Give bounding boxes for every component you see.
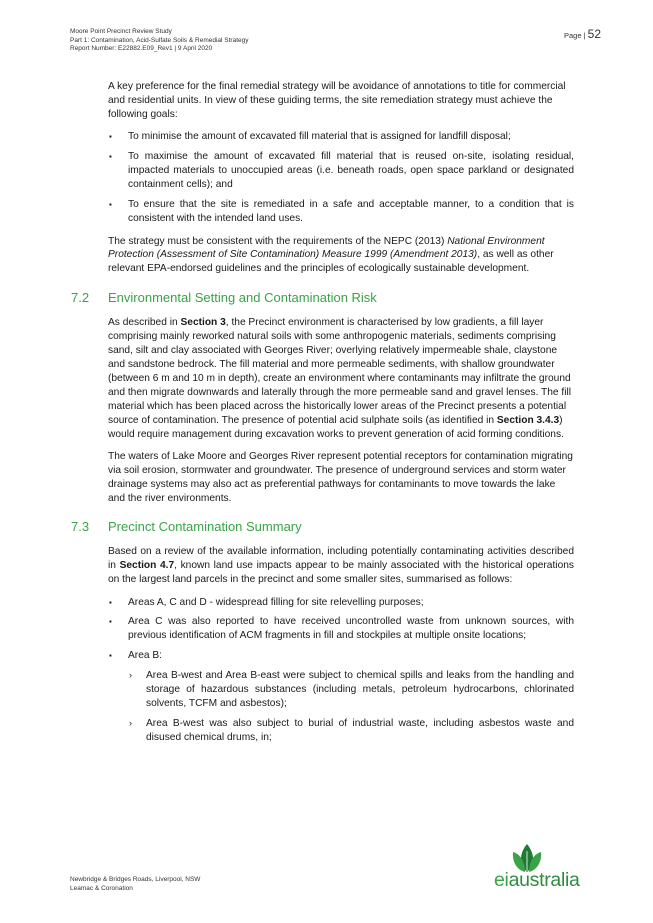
section-number: 7.2 (71, 290, 90, 306)
header-study-title: Moore Point Precinct Review Study (70, 28, 172, 35)
page-content (71, 80, 574, 754)
intro-paragraph: A key preference for the final remedial strategy will be avoidance of annotations to title for commercial and residential units. In view of these guiding terms, the site remediation strategy must achieve the following goals: (108, 81, 566, 120)
list-item: ▪ To ensure that the site is remediated in a safe and acceptable manner, to a condition that is consistent with the intended land uses. (109, 198, 574, 224)
environmental-setting-paragraph: As described in Section 3, the Precinct environment is characterised by low gradients, a fill layer comprising mainly reworked natural soils with some anthropogenic materials, sediments comprising sand, silt and clay associated with Georges River; overlying relatively impermeable shale, claystone and sandstone bedrock. The fill material and more permeable sediments, with shallow groundwater (between 6 m and 10 m in depth), create an environment where contaminants may infiltrate the ground and then migrate downwards and laterally through the more permeable sand and gravel lenses. The fill material which has been placed across the historically lower areas of the Precinct presents a potential source of contamination. The presence of potential acid sulphate soils (as identified in Section 3.4.3) would require management during excavation works to prevent generation of acid forming conditions. (108, 317, 572, 440)
strategy-paragraph: The strategy must be consistent with the requirements of the NEPC (2013) National Environment Protection (Assessment of Site Contamination) Measure 1999 (Amendment 2013), as well as other relevant EPA-endorsed guidelines and the principles of ecologically sustainable development. (108, 235, 554, 275)
eiaustralia-logo (494, 842, 596, 892)
area-b-sublist (128, 669, 574, 745)
section-heading-7-2 (71, 290, 574, 306)
page-number: 52 (587, 27, 601, 41)
footer-client: Leamac & Coronation (70, 884, 133, 892)
square-bullet-icon: ▪ (109, 199, 112, 209)
list-item: ▪ To minimise the amount of excavated fill material that is assigned for landfill disposal; (109, 131, 511, 143)
section-title: Environmental Setting and Contamination Risk (108, 290, 377, 306)
list-item: ▪ Area B: › Area B-west and Area B-east were subject to chemical spills and leaks from the handling and storage of hazardous substances (including metals, petroleum hydrocarbons, chlorinated solvents, TCFM and asbestos); › Area B-west was also subject to burial of industrial waste, including asbestos waste and disused chemical drums, in; (109, 650, 574, 743)
page-label: Page | (564, 31, 588, 40)
page-number-block (564, 27, 601, 41)
triangle-bullet-icon: › (129, 717, 132, 728)
nepc-measure-title: National Environment Protection (Assessment of Site Contamination) Measure 1999 (Amendment 2013) (108, 235, 545, 261)
footer-site-address: Newbridge & Bridges Roads, Liverpool, NSW (70, 876, 201, 883)
square-bullet-icon: ▪ (109, 132, 112, 142)
square-bullet-icon: ▪ (109, 651, 112, 661)
section-number: 7.3 (71, 519, 90, 535)
square-bullet-icon: ▪ (109, 597, 112, 607)
page-header (70, 28, 248, 54)
square-bullet-icon: ▪ (109, 617, 112, 627)
list-item: ▪ Area C was also reported to have received uncontrolled waste from unknown sources, with previous identification of ACM fragments in fill and stockpiles at multiple onsite locations; (109, 616, 574, 642)
logo-wordmark: eiaustralia (494, 869, 580, 891)
section-reference: Section 3.4.3 (496, 414, 560, 426)
section-reference: Section 3 (180, 317, 226, 329)
header-part-title: Part 1: Contamination, Acid-Sulfate Soils & Remedial Strategy (70, 36, 249, 44)
receptors-paragraph: The waters of Lake Moore and Georges River represent potential receptors for contamination migrating via soil erosion, stormwater and groundwater. The presence of underground services and storm water drainage systems may also act as preferential pathways for contaminants to move towards the lake and the river environments. (108, 450, 573, 504)
list-item: ▪ To maximise the amount of excavated fill material that is reused on-site, isolating residual, impacted materials to unoccupied areas (i.e. beneath roads, open space parkland or designated containment cells); and (109, 151, 574, 190)
contamination-summary-paragraph: Based on a review of the available information, including potentially contaminating activities described in Section 4.7, known land use impacts appear to be mainly associated with the historical operations on the largest land parcels in the precinct and some smaller sites, summarised as follows: (108, 546, 574, 586)
square-bullet-icon: ▪ (109, 152, 112, 162)
area-summary-list (108, 596, 574, 745)
page-footer (70, 876, 200, 893)
goals-list (108, 130, 574, 225)
section-heading-7-3 (71, 519, 574, 535)
list-item: › Area B-west was also subject to burial of industrial waste, including asbestos waste and disused chemical drums, in; (129, 717, 574, 743)
triangle-bullet-icon: › (129, 670, 132, 681)
list-item: ▪ Areas A, C and D - widespread filling for site relevelling purposes; (109, 596, 424, 608)
section-reference: Section 4.7 (119, 560, 175, 572)
section-title: Precinct Contamination Summary (108, 519, 302, 535)
header-report-number: Report Number: E22882.E09_Rev1 | 9 April 2020 (70, 45, 213, 53)
list-item: › Area B-west and Area B-east were subject to chemical spills and leaks from the handling and storage of hazardous substances (including metals, petroleum hydrocarbons, chlorinated solvents, TCFM and asbestos); (129, 670, 574, 709)
